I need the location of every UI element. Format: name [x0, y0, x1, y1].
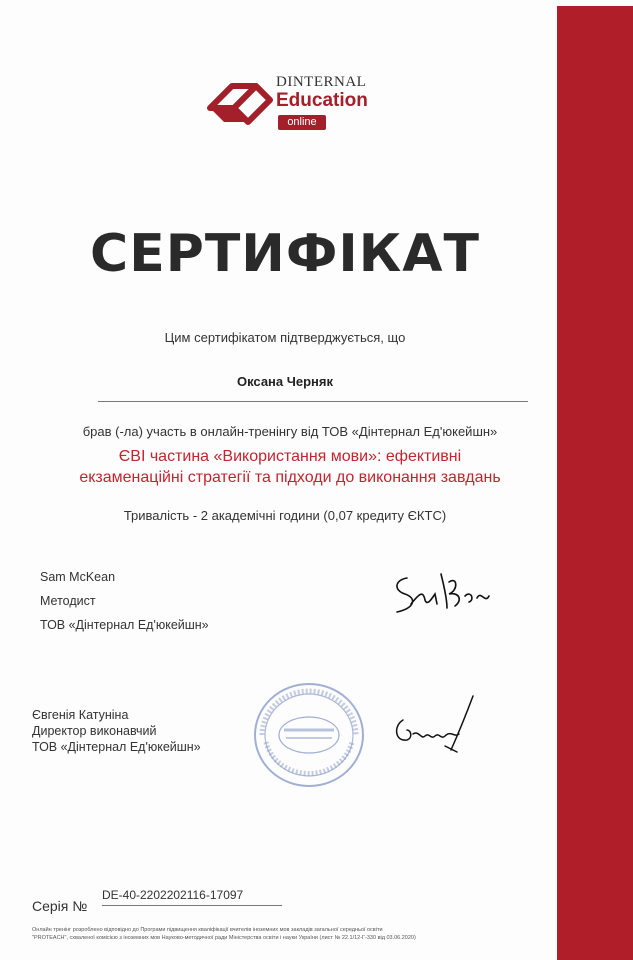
red-side-band: [557, 6, 633, 960]
course-title-line1: ЄВІ частина «Використання мови»: ефективні: [118, 448, 462, 465]
course-title-line2: екзаменаційні стратегії та підходи до виконання завдань: [79, 469, 501, 486]
participation-text: брав (-ла) участь в онлайн-тренінгу від ТОВ «Дінтернал Ед'юкейшн»: [82, 424, 498, 439]
signer1-position: Методист: [40, 594, 96, 608]
signer1-name: Sam McKean: [40, 570, 116, 584]
course-title: [40, 446, 540, 488]
logo-text-dinternal: DINTERNAL: [276, 74, 367, 90]
signer2-name: Євгенія Катуніна: [32, 708, 129, 722]
logo-text-education: Education: [276, 90, 368, 111]
name-underline: [98, 401, 528, 402]
footnote: [32, 926, 552, 942]
logo-badge-online: online: [278, 115, 326, 130]
signer2-position: Директор виконавчий: [32, 724, 157, 738]
confirm-text: Цим сертифікатом підтверджується, що: [164, 330, 406, 345]
signature-1: [385, 560, 495, 620]
footnote-line2: "PROTEACH", схваленої комісією з іноземних мов Науково-методичної ради Міністерства освіти і науки України (лист № 22.1/12-Г-330 від 03.06.2020): [32, 935, 416, 941]
series-label: Серія №: [32, 898, 88, 914]
recipient-name: Оксана Черняк: [236, 374, 333, 389]
series-number: DE-40-2202202116-17097: [102, 888, 282, 906]
footnote-line1: Онлайн тренінг розроблено відповідно до Програми підвищення кваліфікації вчителів іноземних мов закладів загальної середньої освіти: [32, 927, 383, 933]
official-stamp: [250, 680, 368, 790]
signer2-block: [32, 707, 201, 755]
signer2-org: ТОВ «Дінтернал Ед'юкейшн»: [32, 740, 201, 754]
signer1-block: [40, 565, 209, 637]
signature-2: [385, 690, 485, 770]
certificate-title: СЕРТИФІКАТ: [90, 224, 480, 284]
duration-text: Тривалість - 2 академічні години (0,07 кредиту ЄКТС): [123, 508, 447, 523]
signer1-org: ТОВ «Дінтернал Ед'юкейшн»: [40, 618, 209, 632]
